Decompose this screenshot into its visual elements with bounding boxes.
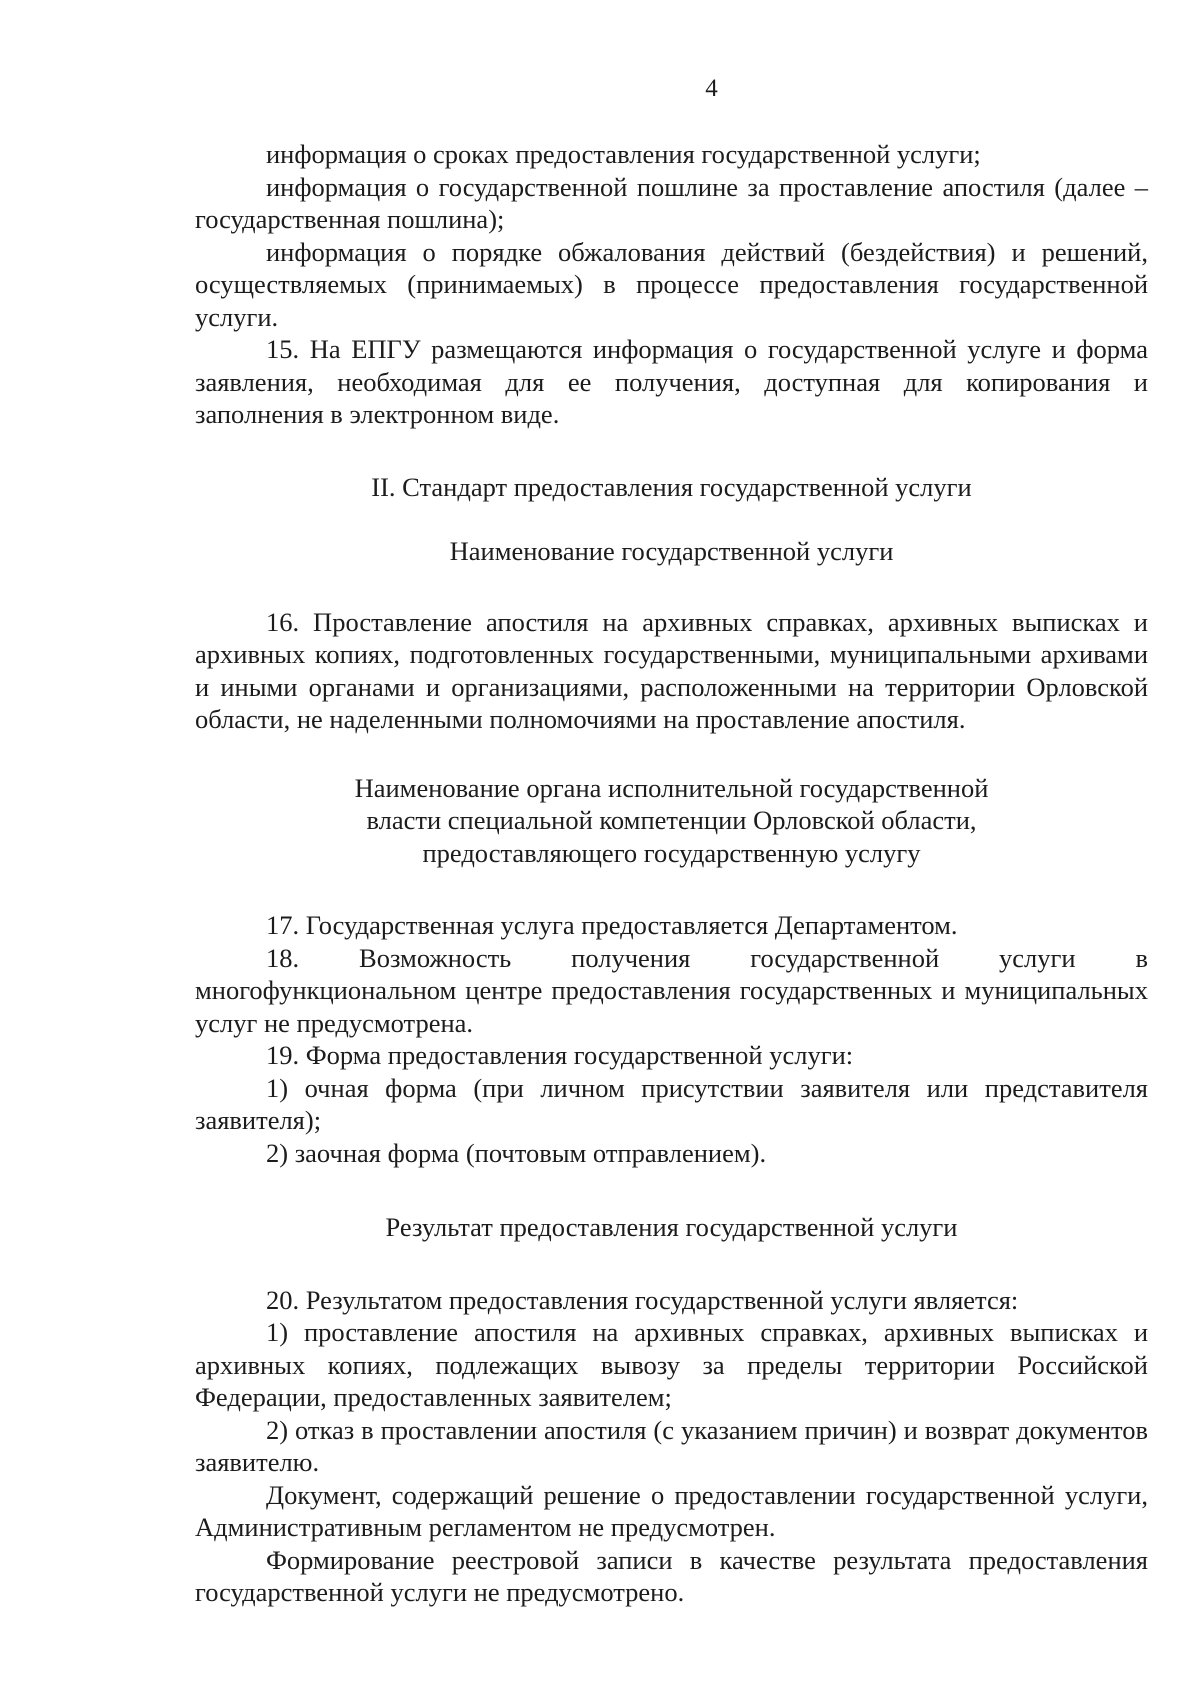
paragraph-registry-record: Формирование реестровой записи в качестве результата предоставления государственной услуги не предусмотрено. [195,1544,1148,1607]
paragraph-20: 20. Результатом предоставления государственной услуги является: [266,1284,1019,1315]
heading-organ-line: власти специальной компетенции Орловской области, [366,805,977,835]
paragraph-17: 17. Государственная услуга предоставляется Департаментом. [266,910,958,940]
list-item-apostille: 1) проставление апостиля на архивных справках, архивных выписках и архивных копиях, подлежащих вывозу за пределы территории Российской Федерации, предоставленных заявителем; [195,1317,1148,1412]
paragraph-appeal-procedure: информация о порядке обжалования действий (бездействия) и решений, осуществляемых (принимаемых) в процессе предоставления государственной услуги. [195,236,1148,332]
document-body [195,138,1148,1609]
page-number: 4 [705,75,718,102]
heading-organ-line: Наименование органа исполнительной государственной [354,772,989,803]
heading-organ-line: предоставляющего государственную услугу [422,837,921,868]
list-item-in-person: 1) очная форма (при личном присутствии заявителя или представителя заявителя); [195,1072,1148,1135]
paragraph-service-terms: информация о сроках предоставления государственной услуги; [266,139,981,169]
paragraph-state-duty: информация о государственной пошлине за проставление апостиля (далее – государственная пошлина); [195,171,1148,234]
list-item-refusal: 2) отказ в проставлении апостиля (с указанием причин) и возврат документов заявителю. [195,1414,1148,1477]
paragraph-decision-document: Документ, содержащий решение о предоставлении государственной услуги, Административным регламентом не предусмотрен. [195,1479,1148,1542]
paragraph-19: 19. Форма предоставления государственной услуги: [266,1040,854,1070]
section-title: II. Стандарт предоставления государственной услуги [371,471,972,502]
paragraph-15: 15. На ЕПГУ размещаются информация о государственной услуге и форма заявления, необходимая для ее получения, доступная для копирования и заполнения в электронном виде. [195,334,1148,429]
heading-organ [195,772,1148,870]
heading-service-name: Наименование государственной услуги [449,536,894,566]
heading-result: Результат предоставления государственной услуги [385,1212,958,1242]
paragraph-16: 16. Проставление апостиля на архивных справках, архивных выписках и архивных копиях, подготовленных государственными, муниципальными архивами и иными органами и организациями, расположенными на территории Орловской области, не наделенными полномочиями на проставление апостиля. [195,606,1148,734]
list-item-by-mail: 2) заочная форма (почтовым отправлением). [266,1137,767,1168]
paragraph-18: 18. Возможность получения государственной услуги в многофункциональном центре предоставления государственных и муниципальных услуг не предусмотрена. [195,942,1148,1038]
